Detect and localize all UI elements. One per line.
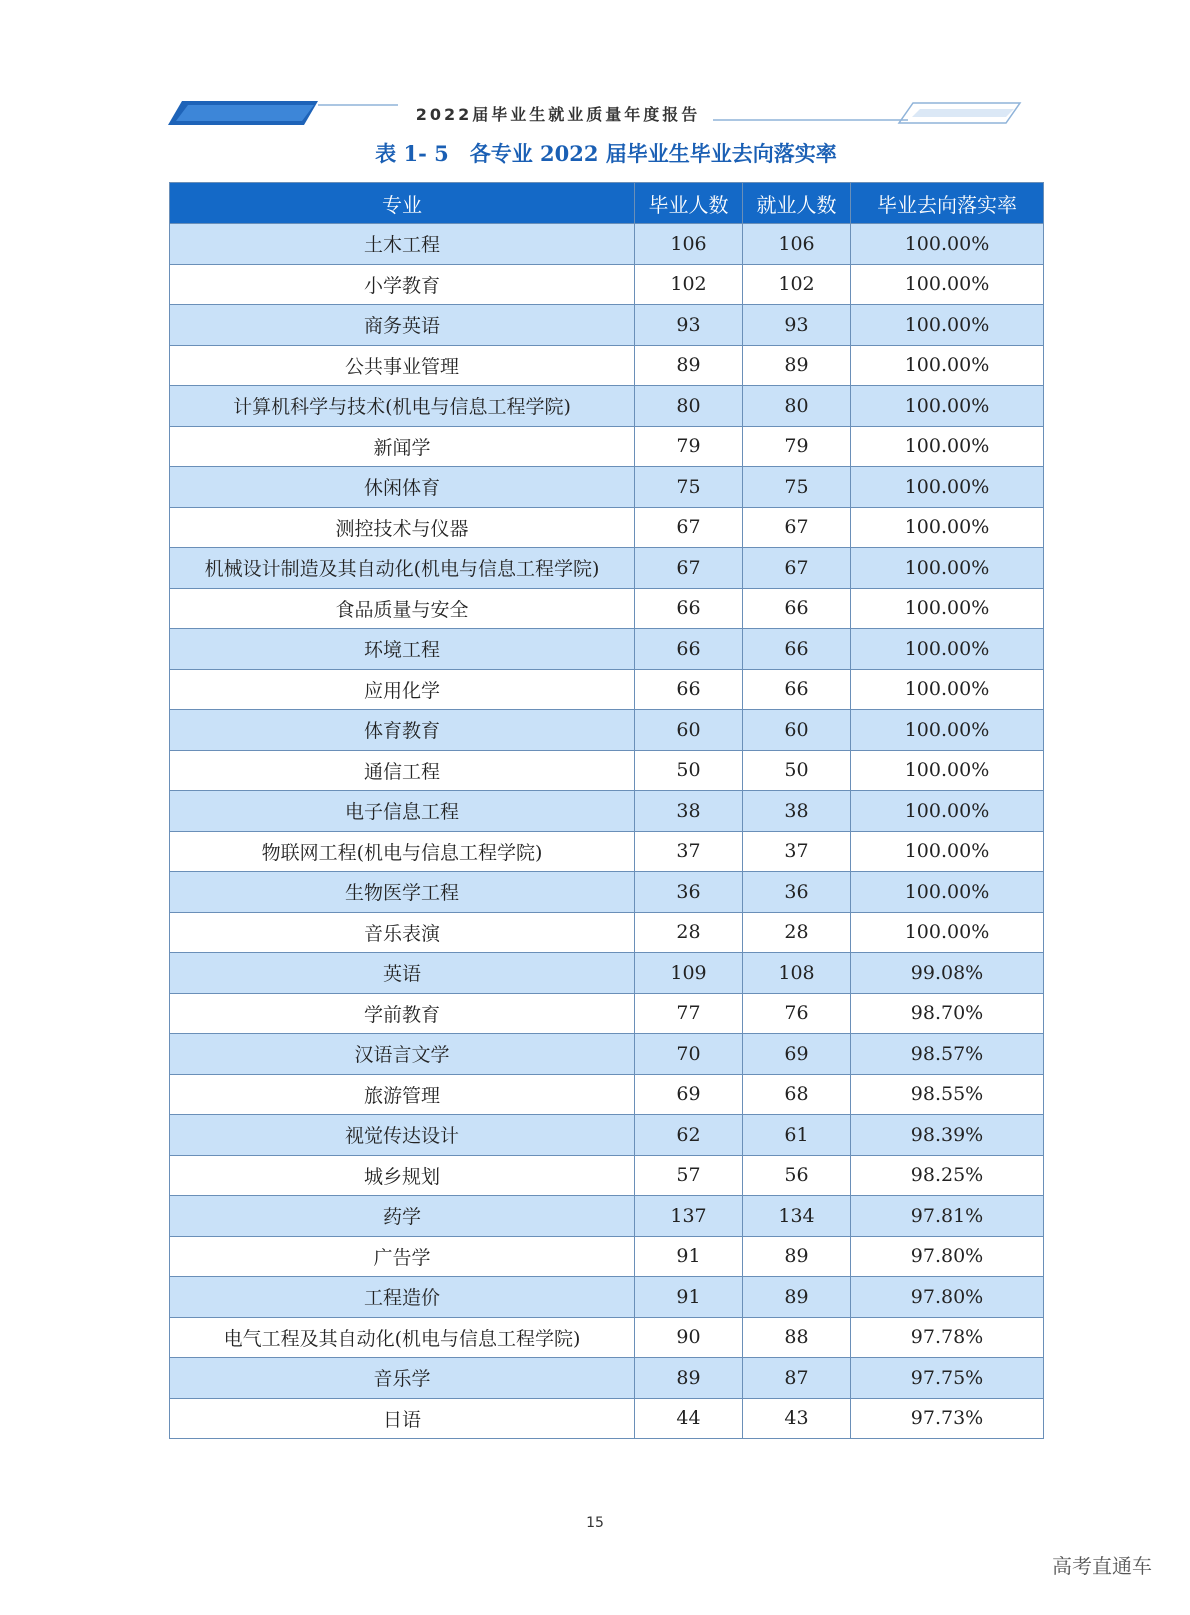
cell-employed: 60 [743, 710, 851, 751]
cell-employed: 68 [743, 1074, 851, 1115]
column-header-rate: 毕业去向落实率 [851, 183, 1044, 224]
table-row [170, 426, 1044, 467]
cell-graduates: 66 [635, 669, 743, 710]
cell-employed: 134 [743, 1196, 851, 1237]
cell-graduates: 66 [635, 588, 743, 629]
table-row [170, 1115, 1044, 1156]
cell-employed: 89 [743, 345, 851, 386]
cell-major: 音乐表演 [170, 912, 635, 953]
cell-graduates: 106 [635, 224, 743, 265]
cell-employed: 79 [743, 426, 851, 467]
table-row [170, 224, 1044, 265]
cell-graduates: 91 [635, 1277, 743, 1318]
cell-graduates: 77 [635, 993, 743, 1034]
cell-major: 视觉传达设计 [170, 1115, 635, 1156]
cell-rate: 97.80% [851, 1277, 1044, 1318]
cell-major: 土木工程 [170, 224, 635, 265]
cell-rate: 100.00% [851, 467, 1044, 508]
cell-rate: 98.70% [851, 993, 1044, 1034]
cell-major: 英语 [170, 953, 635, 994]
cell-major: 旅游管理 [170, 1074, 635, 1115]
cell-graduates: 38 [635, 791, 743, 832]
cell-graduates: 67 [635, 507, 743, 548]
cell-graduates: 28 [635, 912, 743, 953]
table-header-row [170, 183, 1044, 224]
cell-graduates: 60 [635, 710, 743, 751]
table-row [170, 912, 1044, 953]
cell-employed: 80 [743, 386, 851, 427]
table-row [170, 710, 1044, 751]
column-header-major: 专业 [170, 183, 635, 224]
cell-rate: 100.00% [851, 588, 1044, 629]
cell-employed: 38 [743, 791, 851, 832]
cell-employed: 75 [743, 467, 851, 508]
table-row [170, 629, 1044, 670]
cell-employed: 76 [743, 993, 851, 1034]
cell-graduates: 79 [635, 426, 743, 467]
table-row [170, 507, 1044, 548]
table-row [170, 1236, 1044, 1277]
cell-major: 日语 [170, 1398, 635, 1439]
cell-rate: 98.57% [851, 1034, 1044, 1075]
cell-major: 体育教育 [170, 710, 635, 751]
cell-graduates: 137 [635, 1196, 743, 1237]
header-title: 2022届毕业生就业质量年度报告 [415, 105, 701, 124]
cell-major: 环境工程 [170, 629, 635, 670]
cell-rate: 98.39% [851, 1115, 1044, 1156]
table-row [170, 345, 1044, 386]
table-title: 表 1- 5 各专业 2022 届毕业生毕业去向落实率 [375, 141, 837, 166]
cell-graduates: 36 [635, 872, 743, 913]
cell-major: 新闻学 [170, 426, 635, 467]
cell-rate: 100.00% [851, 629, 1044, 670]
cell-major: 学前教育 [170, 993, 635, 1034]
cell-major: 生物医学工程 [170, 872, 635, 913]
cell-employed: 106 [743, 224, 851, 265]
watermark: 高考直通车 [1052, 1554, 1152, 1578]
table-row [170, 1398, 1044, 1439]
cell-employed: 88 [743, 1317, 851, 1358]
table-row [170, 1196, 1044, 1237]
cell-rate: 100.00% [851, 912, 1044, 953]
cell-graduates: 102 [635, 264, 743, 305]
cell-rate: 100.00% [851, 224, 1044, 265]
column-header-graduates: 毕业人数 [635, 183, 743, 224]
cell-rate: 100.00% [851, 345, 1044, 386]
cell-major: 休闲体育 [170, 467, 635, 508]
cell-employed: 108 [743, 953, 851, 994]
cell-employed: 89 [743, 1277, 851, 1318]
cell-employed: 28 [743, 912, 851, 953]
cell-rate: 100.00% [851, 426, 1044, 467]
cell-major: 物联网工程(机电与信息工程学院) [170, 831, 635, 872]
table-row [170, 1317, 1044, 1358]
cell-rate: 100.00% [851, 548, 1044, 589]
cell-rate: 97.78% [851, 1317, 1044, 1358]
table-row [170, 264, 1044, 305]
cell-rate: 100.00% [851, 872, 1044, 913]
cell-major: 广告学 [170, 1236, 635, 1277]
cell-employed: 67 [743, 548, 851, 589]
table-row [170, 831, 1044, 872]
cell-employed: 43 [743, 1398, 851, 1439]
cell-employed: 93 [743, 305, 851, 346]
table-row [170, 993, 1044, 1034]
cell-employed: 67 [743, 507, 851, 548]
cell-employed: 61 [743, 1115, 851, 1156]
cell-rate: 97.75% [851, 1358, 1044, 1399]
cell-rate: 100.00% [851, 386, 1044, 427]
table-row [170, 588, 1044, 629]
cell-graduates: 109 [635, 953, 743, 994]
cell-rate: 100.00% [851, 791, 1044, 832]
table-row [170, 467, 1044, 508]
cell-graduates: 37 [635, 831, 743, 872]
cell-graduates: 75 [635, 467, 743, 508]
cell-graduates: 66 [635, 629, 743, 670]
cell-major: 机械设计制造及其自动化(机电与信息工程学院) [170, 548, 635, 589]
cell-rate: 97.81% [851, 1196, 1044, 1237]
cell-graduates: 62 [635, 1115, 743, 1156]
cell-rate: 100.00% [851, 507, 1044, 548]
cell-major: 工程造价 [170, 1277, 635, 1318]
cell-major: 食品质量与安全 [170, 588, 635, 629]
cell-rate: 100.00% [851, 710, 1044, 751]
table-body [170, 224, 1044, 1439]
table-row [170, 305, 1044, 346]
table-row [170, 1034, 1044, 1075]
cell-rate: 97.80% [851, 1236, 1044, 1277]
cell-employed: 50 [743, 750, 851, 791]
cell-graduates: 90 [635, 1317, 743, 1358]
cell-employed: 66 [743, 629, 851, 670]
cell-rate: 100.00% [851, 669, 1044, 710]
cell-rate: 100.00% [851, 305, 1044, 346]
cell-rate: 100.00% [851, 264, 1044, 305]
cell-major: 商务英语 [170, 305, 635, 346]
cell-graduates: 93 [635, 305, 743, 346]
cell-major: 电子信息工程 [170, 791, 635, 832]
cell-graduates: 91 [635, 1236, 743, 1277]
cell-employed: 69 [743, 1034, 851, 1075]
cell-employed: 102 [743, 264, 851, 305]
cell-graduates: 89 [635, 1358, 743, 1399]
cell-employed: 66 [743, 669, 851, 710]
cell-rate: 100.00% [851, 750, 1044, 791]
table-row [170, 1074, 1044, 1115]
cell-major: 城乡规划 [170, 1155, 635, 1196]
cell-major: 药学 [170, 1196, 635, 1237]
column-header-employed: 就业人数 [743, 183, 851, 224]
cell-major: 公共事业管理 [170, 345, 635, 386]
table-row [170, 791, 1044, 832]
table-row [170, 872, 1044, 913]
report-header [168, 98, 1044, 130]
cell-rate: 97.73% [851, 1398, 1044, 1439]
cell-major: 测控技术与仪器 [170, 507, 635, 548]
cell-graduates: 80 [635, 386, 743, 427]
cell-employed: 66 [743, 588, 851, 629]
table-row [170, 386, 1044, 427]
cell-rate: 99.08% [851, 953, 1044, 994]
cell-graduates: 70 [635, 1034, 743, 1075]
table-row [170, 669, 1044, 710]
cell-employed: 56 [743, 1155, 851, 1196]
cell-major: 小学教育 [170, 264, 635, 305]
table-row [170, 1155, 1044, 1196]
table-row [170, 1277, 1044, 1318]
cell-rate: 100.00% [851, 831, 1044, 872]
cell-major: 汉语言文学 [170, 1034, 635, 1075]
table-row [170, 750, 1044, 791]
cell-employed: 37 [743, 831, 851, 872]
cell-employed: 87 [743, 1358, 851, 1399]
cell-employed: 89 [743, 1236, 851, 1277]
cell-graduates: 57 [635, 1155, 743, 1196]
cell-major: 通信工程 [170, 750, 635, 791]
cell-graduates: 44 [635, 1398, 743, 1439]
cell-rate: 98.55% [851, 1074, 1044, 1115]
page-number: 15 [586, 1515, 604, 1531]
cell-major: 应用化学 [170, 669, 635, 710]
cell-rate: 98.25% [851, 1155, 1044, 1196]
table-row [170, 548, 1044, 589]
cell-graduates: 67 [635, 548, 743, 589]
cell-employed: 36 [743, 872, 851, 913]
table-row [170, 953, 1044, 994]
table-row [170, 1358, 1044, 1399]
cell-graduates: 89 [635, 345, 743, 386]
major-employment-table [169, 182, 1044, 1439]
cell-major: 电气工程及其自动化(机电与信息工程学院) [170, 1317, 635, 1358]
cell-major: 音乐学 [170, 1358, 635, 1399]
cell-major: 计算机科学与技术(机电与信息工程学院) [170, 386, 635, 427]
cell-graduates: 69 [635, 1074, 743, 1115]
cell-graduates: 50 [635, 750, 743, 791]
